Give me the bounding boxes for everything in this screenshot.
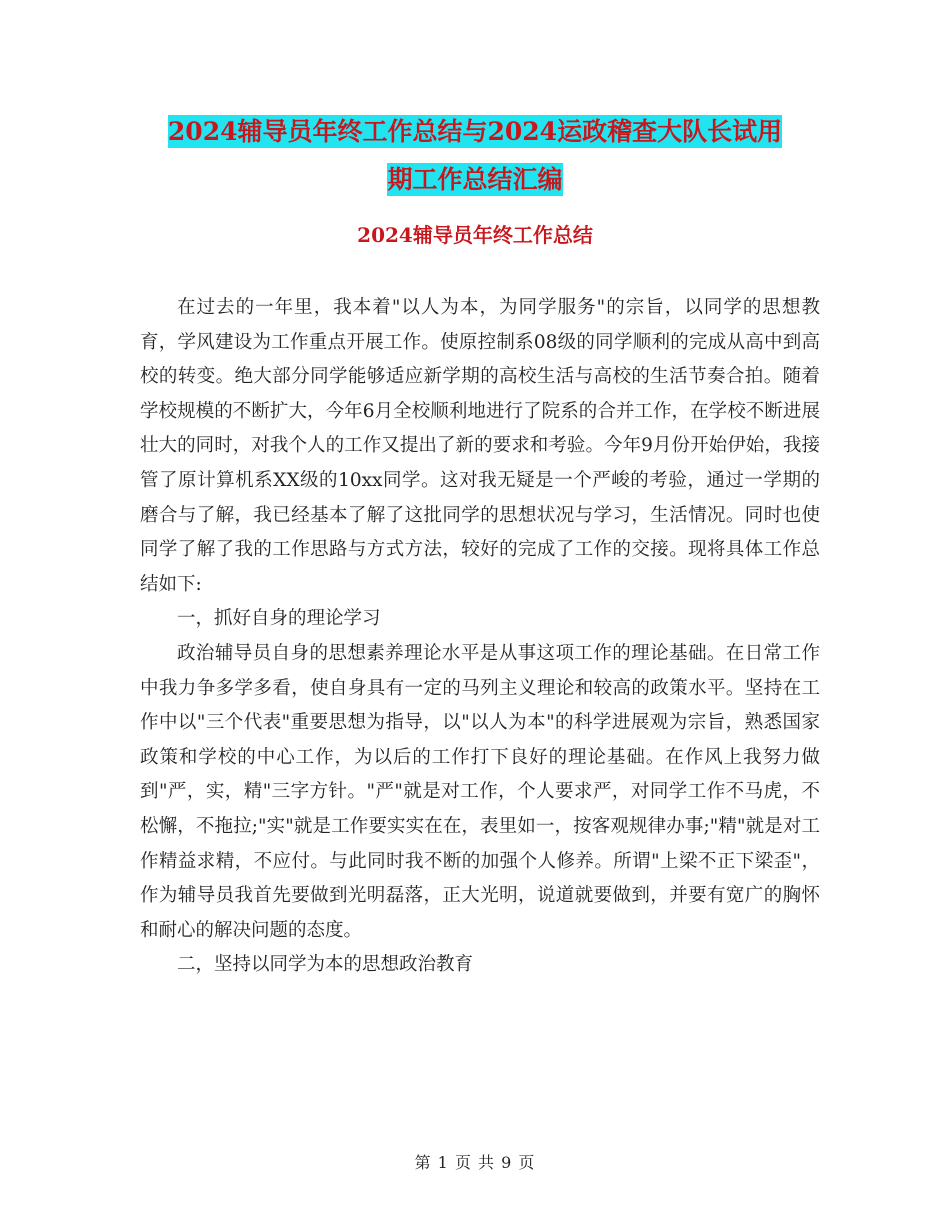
document-title xyxy=(140,108,810,204)
section-title: 2024辅导员年终工作总结 xyxy=(357,223,593,247)
paragraph-heading-1: 一，抓好自身的理论学习 xyxy=(177,608,381,630)
paragraph-intro: 在过去的一年里，我本着"以人为本，为同学服务"的宗旨，以同学的思想教育，学风建设为工作重点开展工作。使原控制系08级的同学顺利的完成从高中到高校的转变。绝大部分同学能够适应新学期的高校生活与高校的生活节奏合拍。随着学校规模的不断扩大，今年6月全校顺利地进行了院系的合并工作，在学校不断进展壮大的同时，对我个人的工作又提出了新的要求和考验。今年9月份开始伊始，我接管了原计算机系XX级的10xx同学。这对我无疑是一个严峻的考验，通过一学期的磨合与了解，我已经基本了解了这批同学的思想状况与学习，生活情况。同时也使同学了解了我的工作思路与方式方法，较好的完成了工作的交接。现将具体工作总结如下: xyxy=(140,297,820,595)
document-body xyxy=(140,291,820,983)
document-title-line-1: 2024辅导员年终工作总结与2024运政稽查大队长试用 xyxy=(167,117,783,146)
document-title-line-2: 期工作总结汇编 xyxy=(387,165,563,194)
page-number: 第 1 页 共 9 页 xyxy=(414,1153,536,1172)
paragraph-heading-2: 二，坚持以同学为本的思想政治教育 xyxy=(177,954,474,976)
paragraph-theory: 政治辅导员自身的思想素养理论水平是从事这项工作的理论基础。在日常工作中我力争多学多看，使自身具有一定的马列主义理论和较高的政策水平。坚持在工作中以"三个代表"重要思想为指导，以"以人为本"的科学进展观为宗旨，熟悉国家政策和学校的中心工作，为以后的工作打下良好的理论基础。在作风上我努力做到"严，实，精"三字方针。"严"就是对工作，个人要求严，对同学工作不马虎，不松懈，不拖拉;"实"就是工作要实实在在，表里如一，按客观规律办事;"精"就是对工作精益求精，不应付。与此同时我不断的加强个人修养。所谓"上梁不正下梁歪"，作为辅导员我首先要做到光明磊落，正大光明，说道就要做到，并要有宽广的胸怀和耐心的解决问题的态度。 xyxy=(140,642,820,941)
page-footer xyxy=(0,1150,950,1173)
